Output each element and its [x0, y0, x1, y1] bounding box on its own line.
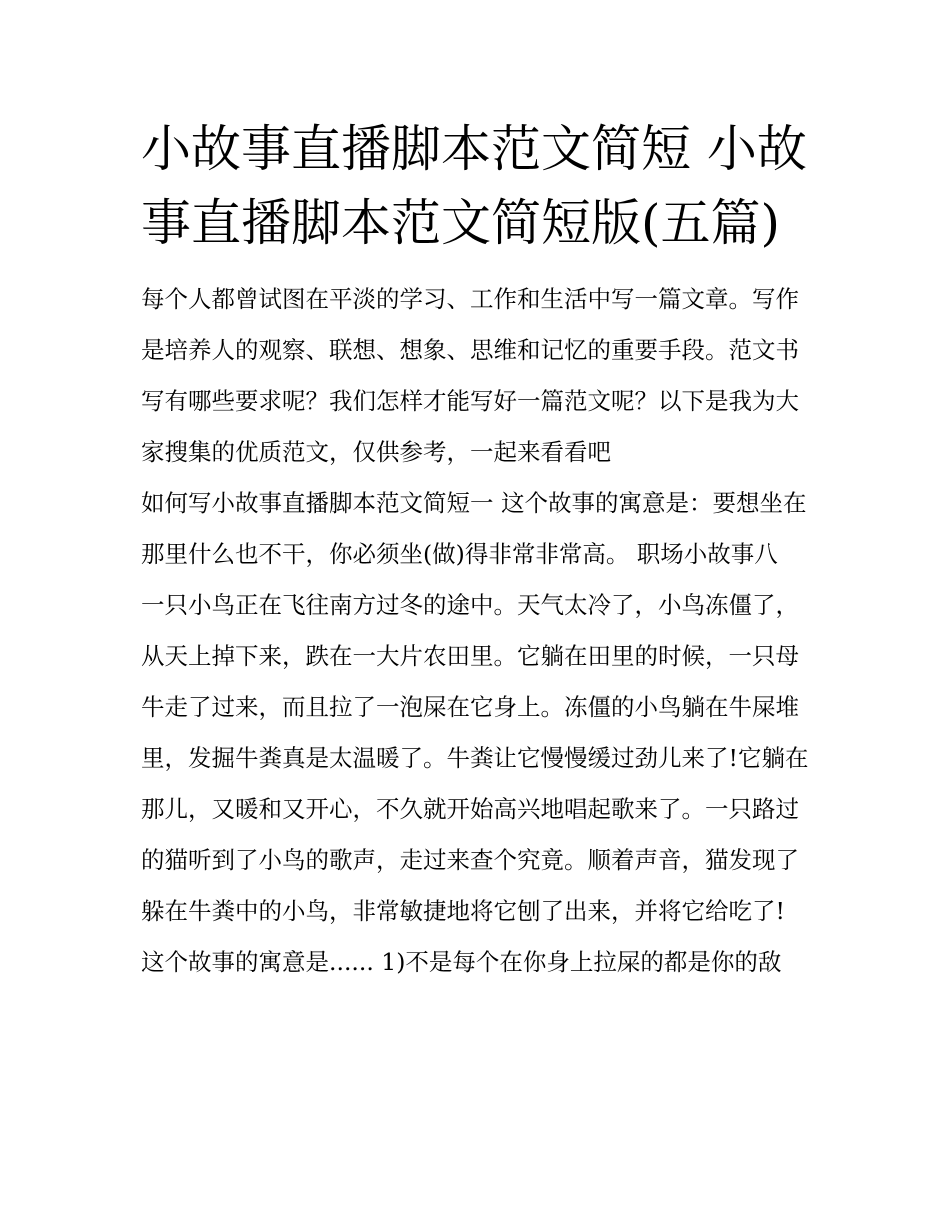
story-intro-paragraph: 如何写小故事直播脚本范文简短一 这个故事的寓意是：要想坐在那里什么也不干，你必须坐(做)得非常非常高。 职场小故事八	[141, 489, 807, 568]
intro-paragraph: 每个人都曾试图在平淡的学习、工作和生活中写一篇文章。写作是培养人的观察、联想、想象、思维和记忆的重要手段。范文书写有哪些要求呢？我们怎样才能写好一篇范文呢？以下是我为大家搜集的优质范文，仅供参考，一起来看看吧	[141, 285, 799, 466]
document-page	[141, 112, 813, 988]
document-title: 小故事直播脚本范文简短 小故事直播脚本范文简短版(五篇)	[141, 120, 807, 252]
story-body-paragraph: 一只小鸟正在飞往南方过冬的途中。天气太冷了，小鸟冻僵了，从天上掉下来，跌在一大片农田里。它躺在田里的时候，一只母牛走了过来，而且拉了一泡屎在它身上。冻僵的小鸟躺在牛屎堆里，发掘牛粪真是太温暖了。牛粪让它慢慢缓过劲儿来了!它躺在那儿，又暖和又开心，不久就开始高兴地唱起歌来了。一只路过的猫听到了小鸟的歌声，走过来查个究竟。顺着声音，猫发现了躲在牛粪中的小鸟，非常敏捷地将它刨了出来，并将它给吃了!	[141, 591, 809, 925]
story-moral-paragraph: 这个故事的寓意是...... 1)不是每个在你身上拉屎的都是你的敌	[141, 948, 782, 976]
